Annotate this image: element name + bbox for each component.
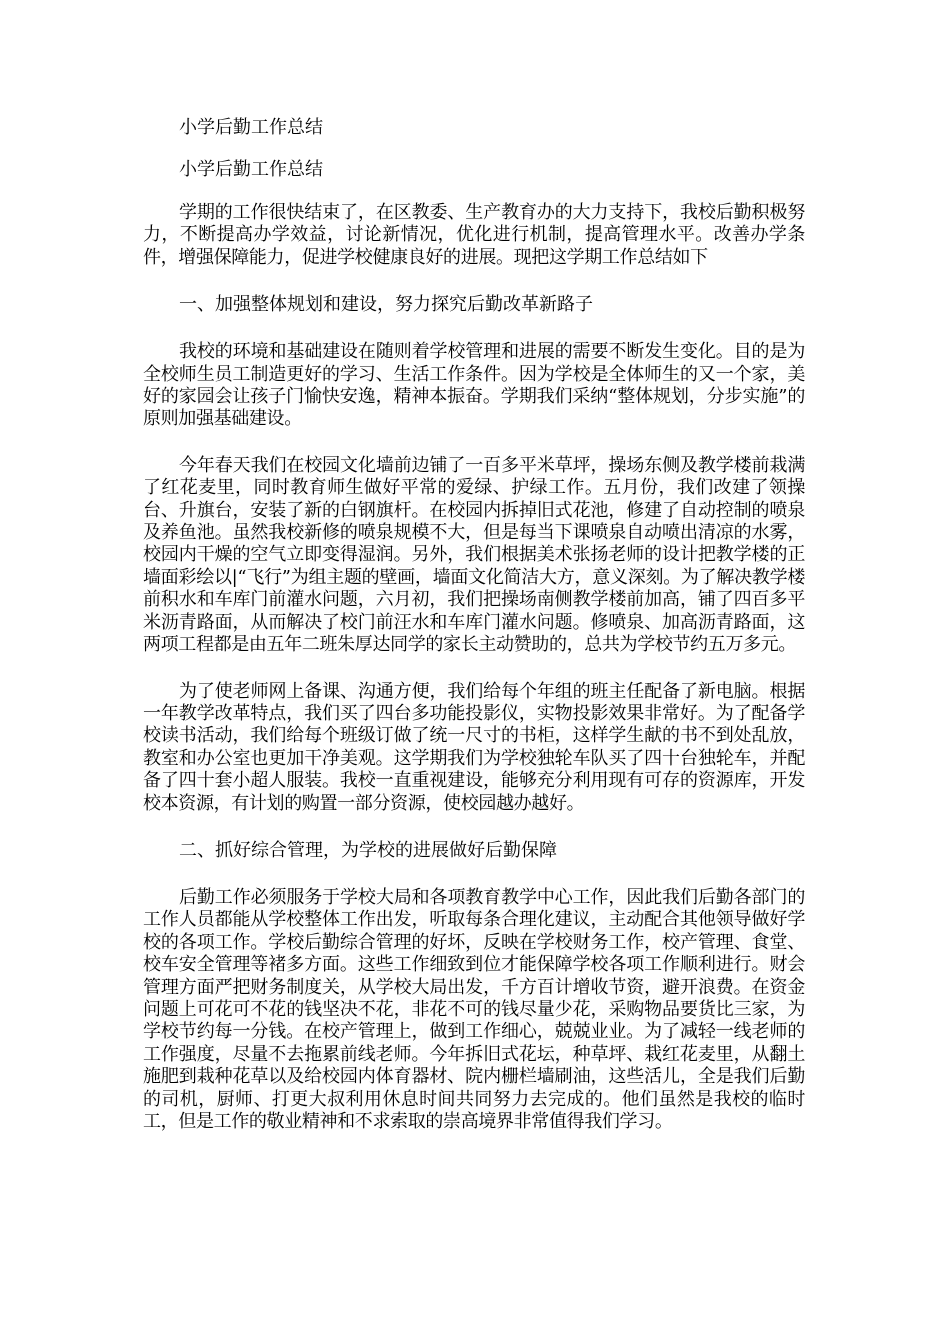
document-title: 小学后勤工作总结 [179, 117, 323, 138]
section-1-paragraph-2: 今年春天我们在校园文化墙前边铺了一百多平米草坪，操场东侧及教学楼前栽满了红花麦里，同时教育师生做好平常的爱绿、护绿工作。五月份，我们改建了领操台、升旗台，安装了新的白钢旗杆。在校园内拆掉旧式花池，修建了自动控制的喷泉及养鱼池。虽然我校新修的喷泉规模不大，但是每当下课喷泉自动喷出清凉的水雾，校园内干燥的空气立即变得湿润。另外，我们根据美术张扬老师的设计把教学楼的正墙面彩绘以|“飞行”为组主题的壁画，墙面文化简洁大方，意义深刻。为了解决教学楼前积水和车库门前灌水问题，六月初，我们把操场南侧教学楼前加高，铺了四百多平米沥青路面，从而解决了校门前汪水和车库门灌水问题。修喷泉、加高沥青路面，这两项工程都是由五年二班朱厚达同学的家长主动赞助的，总共为学校节约五万多元。 [143, 454, 805, 656]
section-2-paragraph-1: 后勤工作必须服务于学校大局和各项教育教学中心工作，因此我们后勤各部门的工作人员都能从学校整体工作出发，听取每条合理化建议，主动配合其他领导做好学校的各项工作。学校后勤综合管理的好坏，反映在学校财务工作，校产管理、食堂、校车安全管理等褚多方面。这些工作细致到位才能保障学校各项工作顺利进行。财会管理方面严把财务制度关，从学校大局出发，千方百计增收节资，避开浪费。在资金问题上可花可不花的钱坚决不花，非花不可的钱尽量少花，采购物品要货比三家，为学校节约每一分钱。在校产管理上，做到工作细心，兢兢业业。为了减轻一线老师的工作强度，尽量不去拖累前线老师。今年拆旧式花坛，种草坪、栽红花麦里，从翻土施肥到栽种花草以及给校园内体育器材、院内栅栏墙刷油，这些活儿，全是我们后勤的司机，厨师、打更大叔利用休息时间共同努力去完成的。他们虽然是我校的临时工，但是工作的敬业精神和不求索取的崇高境界非常值得我们学习。 [143, 886, 805, 1132]
document-page [143, 116, 805, 1157]
section-1-paragraph-1: 我校的环境和基础建设在随则着学校管理和进展的需要不断发生变化。目的是为全校师生员工制造更好的学习、生活工作条件。因为学校是全体师生的又一个家，美好的家园会让孩子门愉快安逸，精神本振奋。学期我们采纳“整体规划，分步实施”的原则加强基础建设。 [143, 341, 805, 430]
document-subtitle: 小学后勤工作总结 [179, 159, 323, 180]
section-1-paragraph-3: 为了使老师网上备课、沟通方便，我们给每个年组的班主任配备了新电脑。根据一年教学改革特点，我们买了四台多功能投影仪，实物投影效果非常好。为了配备学校读书活动，我们给每个班级订做了统一尺寸的书柜，这样学生献的书不到处乱放，教室和办公室也更加干净美观。这学期我们为学校独轮车队买了四十台独轮车，并配备了四十套小超人服装。我校一直重视建设，能够充分利用现有可存的资源库，开发校本资源，有计划的购置一部分资源，使校园越办越好。 [143, 680, 805, 814]
section-2-heading: 二、抓好综合管理，为学校的进展做好后勤保障 [179, 839, 557, 861]
intro-paragraph: 学期的工作很快结束了，在区教委、生产教育办的大力支持下，我校后勤积极努力，不断提高办学效益，讨论新情况，优化进行机制，提高管理水平。改善办学条件，增强保障能力，促进学校健康良好的进展。现把这学期工作总结如下 [143, 202, 805, 268]
section-1-heading: 一、加强整体规划和建设，努力探究后勤改革新路子 [179, 294, 593, 316]
